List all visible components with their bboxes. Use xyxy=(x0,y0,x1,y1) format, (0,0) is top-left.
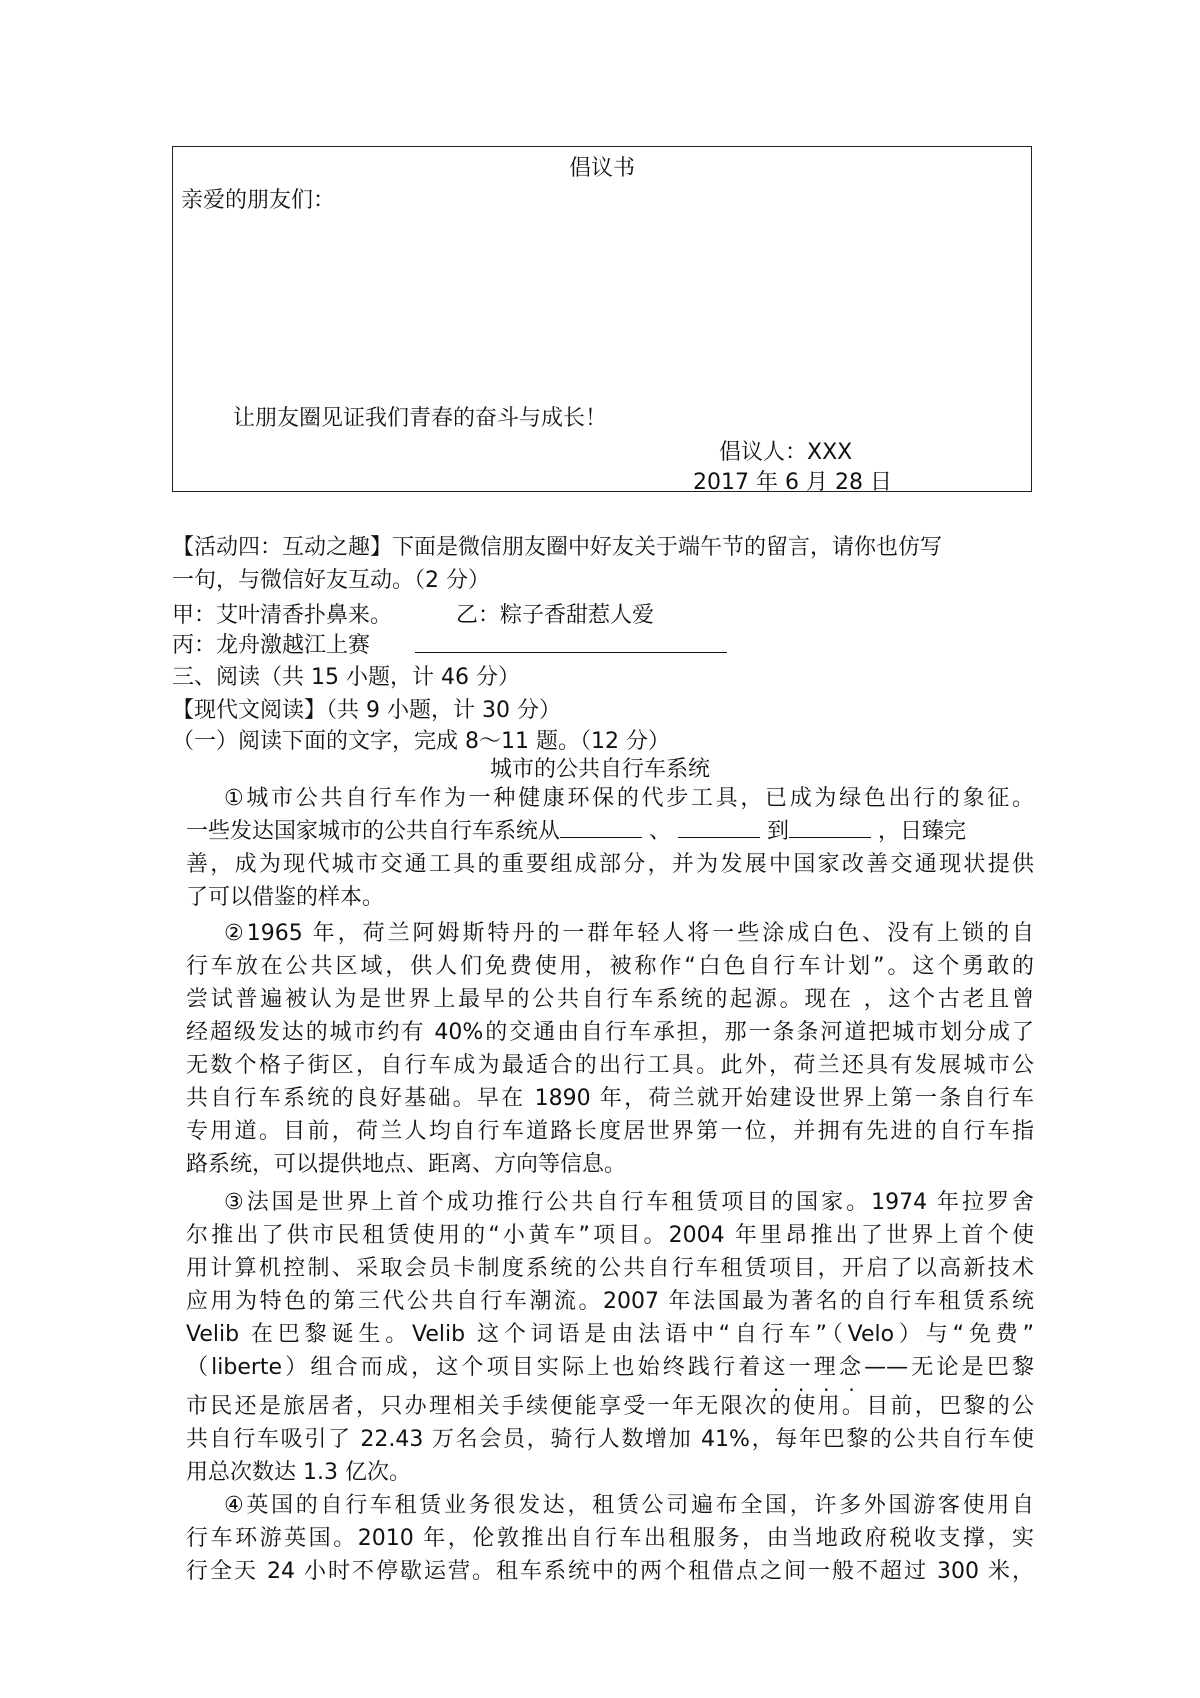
paragraph-2 xyxy=(186,917,1034,1181)
p2-line: 尝试普遍被认为是世界上最早的公共自行车系统的起源。现在 ，这个古老且曾 xyxy=(186,987,1034,1012)
p1-line: 善，成为现代城市交通工具的重要组成部分，并为发展中国家改善交通现状提供 xyxy=(186,852,1034,877)
paragraph-4 xyxy=(186,1489,1034,1588)
paragraph-1 xyxy=(186,782,1034,914)
p3-line: 市民还是旅居者，只办理相关手续便能享受一年无限次的使用。目前，巴黎的公 xyxy=(186,1394,1034,1419)
p4-line: 行全天 24 小时不停歇运营。租车系统中的两个租借点之间一般不超过 300 米， xyxy=(186,1559,1034,1584)
p2-line: 路系统，可以提供地点、距离、方向等信息。 xyxy=(186,1152,627,1177)
activity4-bing: 丙：龙舟激越江上赛 xyxy=(172,633,371,658)
p2-line: 专用道。目前，荷兰人均自行车道路长度居世界第一位，并拥有先进的自行车指 xyxy=(186,1119,1034,1144)
p4-line: ④英国的自行车租赁业务很发达，租赁公司遍布全国，许多外国游客使用自 xyxy=(224,1493,1034,1518)
p1-line: 了可以借鉴的样本。 xyxy=(186,885,385,910)
p1-line-blanks xyxy=(186,815,1034,848)
proposal-box xyxy=(172,146,1032,495)
p2-line: 经超级发达的城市约有 40%的交通由自行车承担，那一条条河道把城市划分成了 xyxy=(186,1020,1034,1045)
activity4-yi: 乙：粽子香甜惹人爱 xyxy=(456,603,655,628)
section3-heading: 三、阅读（共 15 小题，计 46 分） xyxy=(172,665,520,690)
fill-blank-3[interactable] xyxy=(789,817,871,838)
emphasis-char: 这 xyxy=(763,1355,789,1380)
activity4-line1: 【活动四：互动之趣】下面是微信朋友圈中好友关于端午节的留言，请你也仿写 xyxy=(172,535,943,560)
article-title: 城市的公共自行车系统 xyxy=(489,757,710,782)
p3-line: 用总次数达 1.3 亿次。 xyxy=(186,1460,411,1485)
modern-reading-heading: 【现代文阅读】（共 9 小题，计 30 分） xyxy=(172,698,561,723)
p1-text-a: 一些发达国家城市的公共自行车系统从 xyxy=(186,819,561,844)
p1-text-c: 到 xyxy=(767,819,790,844)
fill-blank-2[interactable] xyxy=(678,817,760,838)
p3-line: ③法国是世界上首个成功推行公共自行车租赁项目的国家。1974 年拉罗舍 xyxy=(224,1190,1034,1215)
answer-blank-line xyxy=(415,651,727,653)
part1-instruction: （一）阅读下面的文字，完成 8～11 题。（12 分） xyxy=(172,729,670,754)
fill-blank-1[interactable] xyxy=(560,817,642,838)
p3-text: （liberte）组合而成，这个项目实际上也始终践行着 xyxy=(186,1355,764,1380)
activity4-line2: 一句，与微信好友互动。（2 分） xyxy=(172,568,490,593)
proposal-title: 倡议书 xyxy=(568,156,635,181)
proposal-date: 2017 年 6 月 28 日 xyxy=(693,470,892,495)
emphasis-char: 一 xyxy=(788,1355,814,1380)
proposal-closing: 让朋友圈见证我们青春的奋斗与成长！ xyxy=(233,406,608,431)
paragraph-3 xyxy=(186,1186,1034,1489)
p2-line: 无数个格子街区，自行车成为最适合的出行工具。此外，荷兰还具有发展城市公 xyxy=(186,1053,1034,1078)
p1-text-b: 、 xyxy=(649,819,672,844)
p1-text-d: ，日臻完 xyxy=(878,819,967,844)
p2-line: 共自行车系统的良好基础。早在 1890 年，荷兰就开始建设世界上第一条自行车 xyxy=(186,1086,1034,1111)
p2-line: 行车放在公共区域，供人们免费使用，被称作“白色自行车计划”。这个勇敢的 xyxy=(186,954,1034,979)
emphasis-text xyxy=(763,1355,864,1380)
p3-text: ——无论是巴黎 xyxy=(864,1355,1034,1380)
p3-line: 尔推出了供市民租赁使用的“小黄车”项目。2004 年里昂推出了世界上首个使 xyxy=(186,1223,1034,1248)
p3-line: 共自行车吸引了 22.43 万名会员，骑行人数增加 41%，每年巴黎的公共自行车使 xyxy=(186,1427,1034,1452)
p3-line: Velib 在巴黎诞生。Velib 这个词语是由法语中“自行车”（Velo）与“免费” xyxy=(186,1322,1034,1347)
p3-line-emphasis xyxy=(186,1351,1034,1384)
p3-line: 用计算机控制、采取会员卡制度系统的公共自行车租赁项目，开启了以高新技术 xyxy=(186,1256,1034,1281)
proposal-signer: 倡议人：XXX xyxy=(719,440,853,465)
p4-line: 行车环游英国。2010 年，伦敦推出自行车出租服务，由当地政府税收支撑，实 xyxy=(186,1526,1034,1551)
proposal-greeting: 亲爱的朋友们： xyxy=(181,188,336,213)
activity4-jia: 甲：艾叶清香扑鼻来。 xyxy=(172,603,393,628)
emphasis-char: 念 xyxy=(838,1355,865,1380)
answer-blank[interactable] xyxy=(415,628,727,653)
emphasis-char: 理 xyxy=(813,1355,839,1380)
p3-line: 应用为特色的第三代公共自行车潮流。2007 年法国最为著名的自行车租赁系统 xyxy=(186,1289,1034,1314)
p2-line: ②1965 年，荷兰阿姆斯特丹的一群年轻人将一些涂成白色、没有上锁的自 xyxy=(224,921,1034,946)
p1-line: ①城市公共自行车作为一种健康环保的代步工具，已成为绿色出行的象征。 xyxy=(224,786,1034,811)
